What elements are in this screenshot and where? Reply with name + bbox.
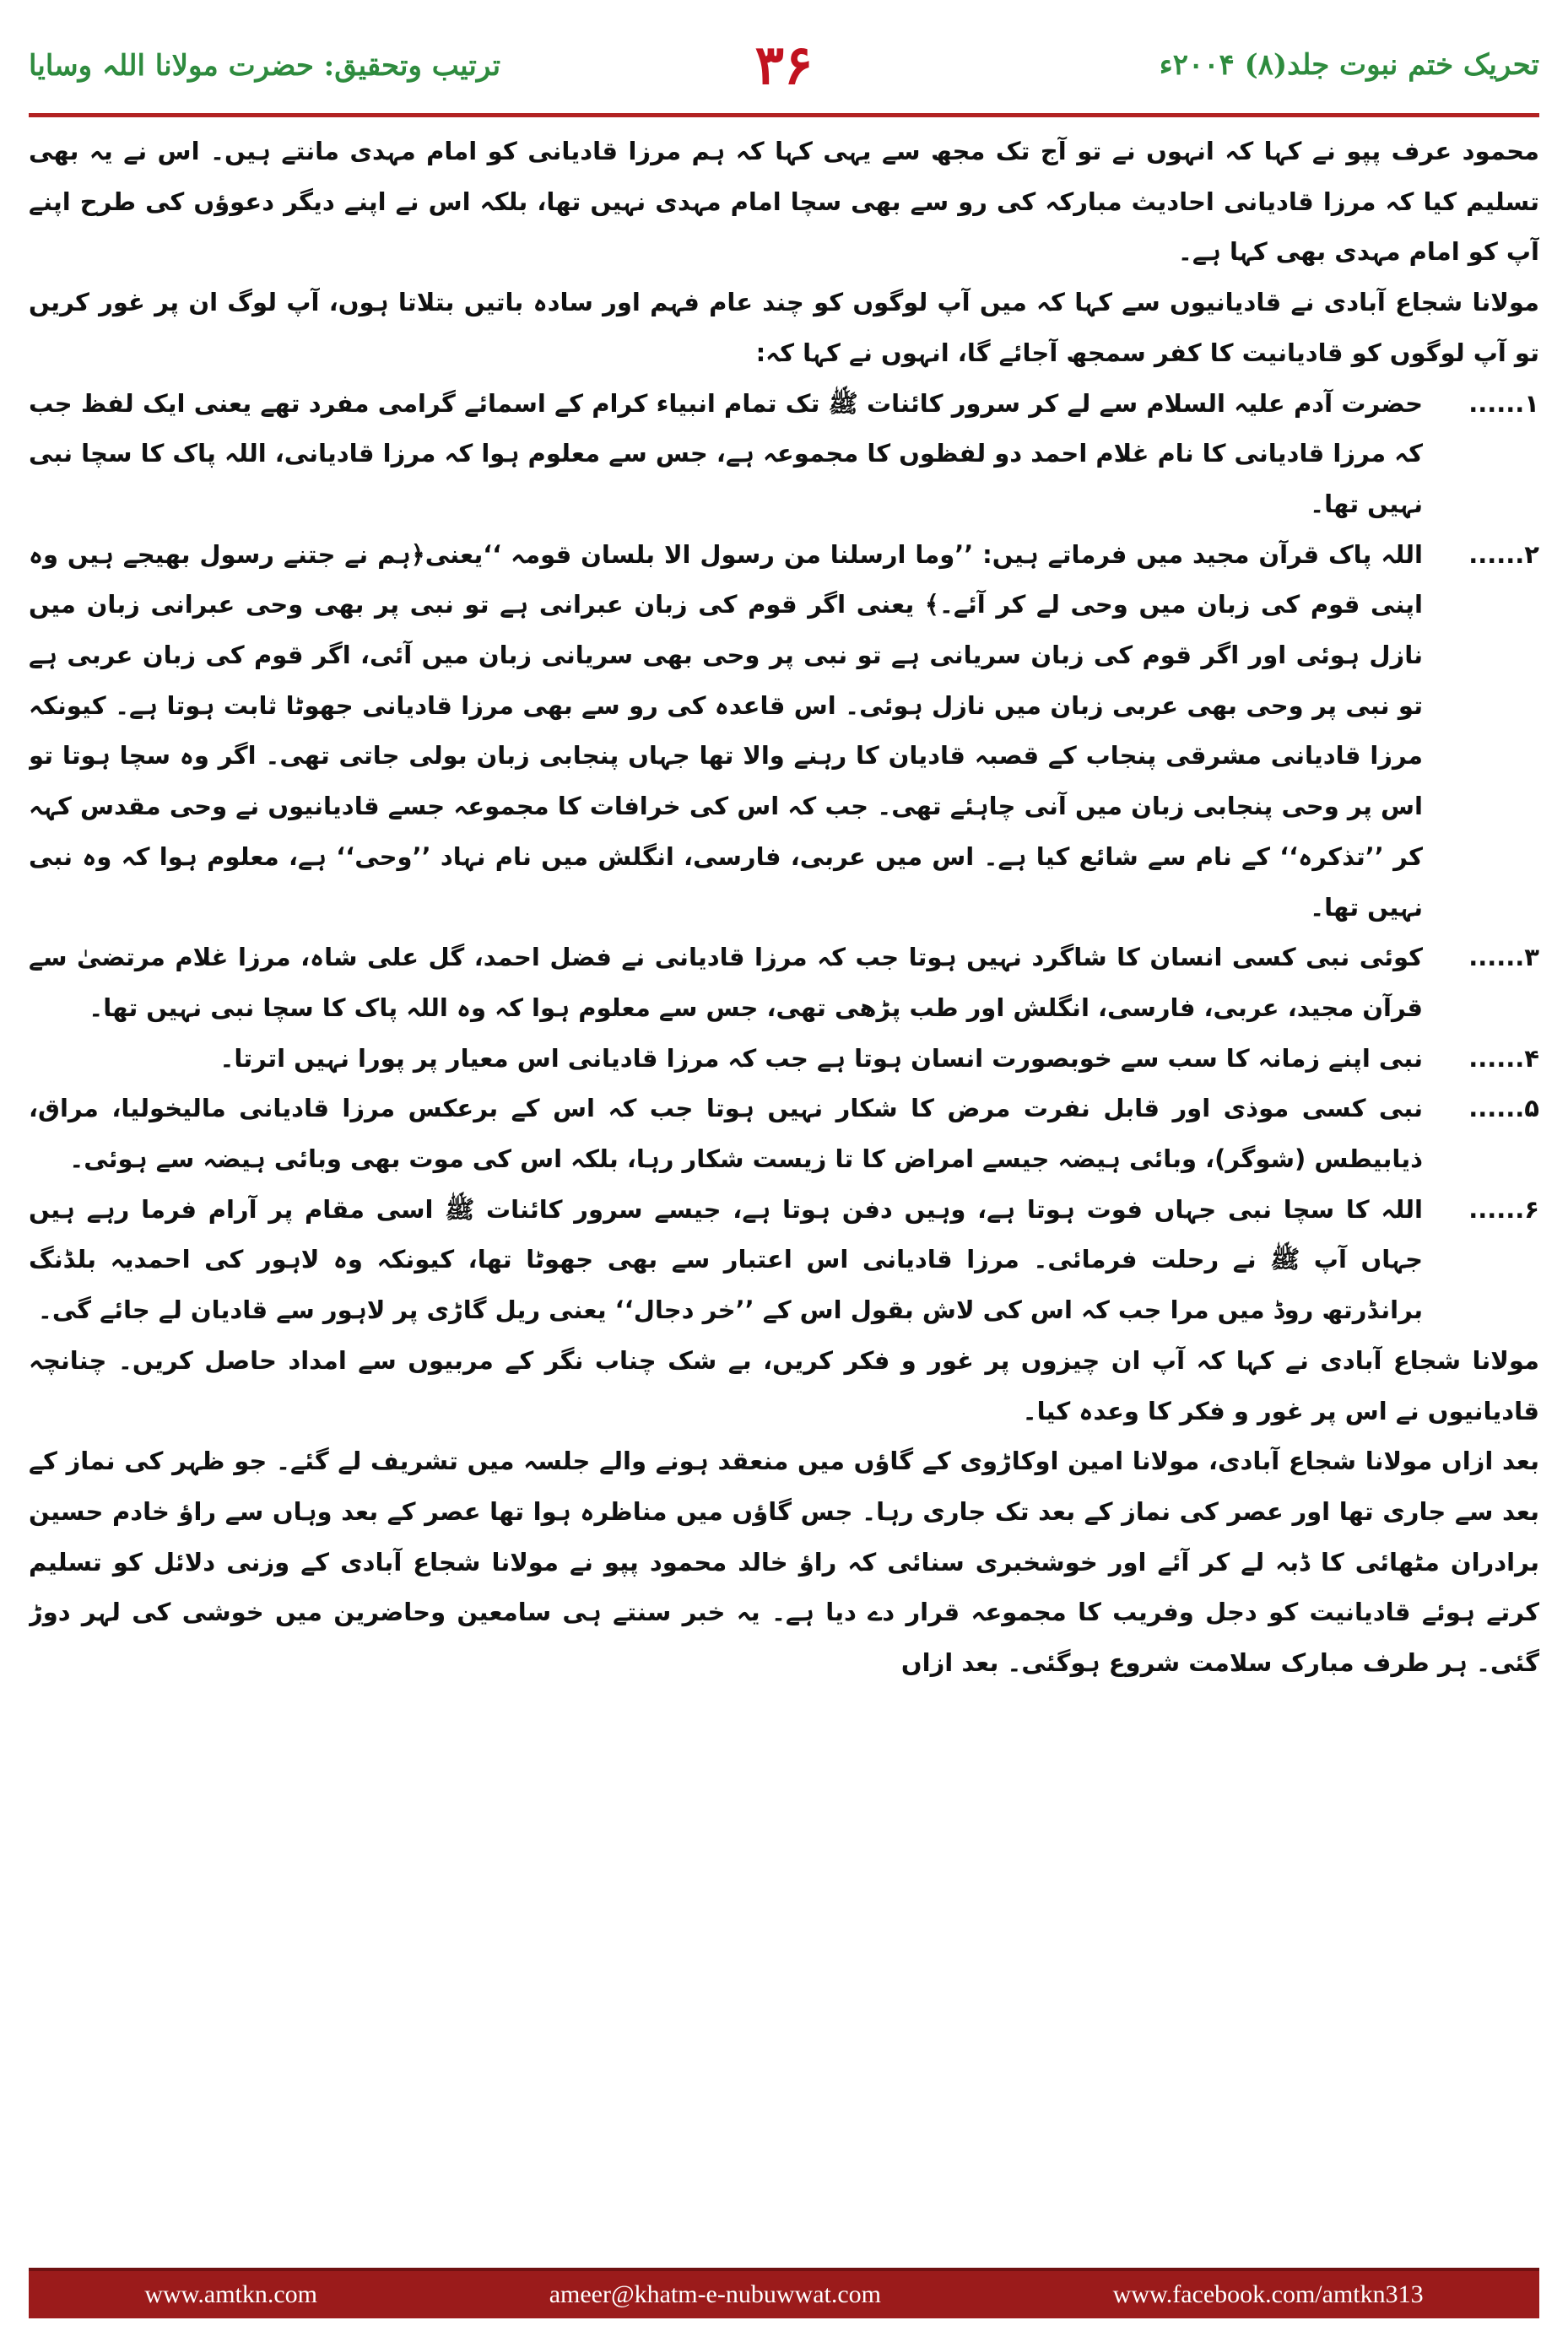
- list-item-number: ۱......: [1468, 388, 1539, 418]
- list-item-number: ۲......: [1468, 539, 1539, 569]
- paragraph: مولانا شجاع آبادی نے قادیانیوں سے کہا کہ میں آپ لوگوں کو چند عام فہم اور سادہ باتیں بتلاتا ہوں، آپ لوگ ان پر غور کریں تو آپ لوگوں کو قادیانیت کا کفر سمجھ آجائے گا، انہوں نے کہا کہ:: [29, 288, 1539, 367]
- list-item: [29, 1084, 1539, 1184]
- list-item-text: اللہ پاک قرآن مجید میں فرماتے ہیں: ’’وما ارسلنا من رسول الا بلسان قومہ ‘‘یعنی﴿ہم نے جتنے رسول بھیجے ہیں وہ اپنی قوم کی زبان میں وحی لے کر آئے۔﴾ یعنی اگر قوم کی زبان عبرانی ہے تو نبی پر بھی وحی عبرانی زبان میں نازل ہوئی اور اگر قوم کی زبان سریانی ہے تو نبی پر وحی بھی سریانی زبان میں آئی، اگر قوم کی زبان عربی ہے تو نبی پر وحی بھی عربی زبان میں نازل ہوئی۔ اس قاعدہ کی رو سے بھی مرزا قادیانی جھوٹا ثابت ہوتا ہے۔ کیونکہ مرزا قادیانی مشرقی پنجاب کے قصبہ قادیان کا رہنے والا تھا جہاں پنجابی زبان بولی جاتی تھی۔ اگر وہ سچا ہوتا تو اس پر وحی پنجابی زبان میں آنی چاہئے تھی۔ جب کہ اس کی خرافات کا مجموعہ جسے قادیانیوں نے وحی مقدس کہہ کر ’’تذکرہ‘‘ کے نام سے شائع کیا ہے۔ اس میں عربی، فارسی، انگلش میں نام نہاد ’’وحی‘‘ ہے، معلوم ہوا کہ وہ نبی نہیں تھا۔: [29, 539, 1423, 922]
- list-item: [29, 530, 1539, 933]
- compiler-credit: ترتیب وتحقیق: حضرت مولانا اللہ وسایا: [29, 48, 501, 83]
- list-item-text: نبی کسی موذی اور قابل نفرت مرض کا شکار نہیں ہوتا جب کہ اس کے برعکس مرزا قادیانی مالیخولیا، مراق، ذیابیطس (شوگر)، وبائی ہیضہ جیسے امراض کا تا زیست شکار رہا، بلکہ اس کی موت بھی وبائی ہیضہ سے ہوئی۔: [29, 1094, 1423, 1174]
- page-number: ۳۶: [754, 33, 814, 97]
- book-title: تحریک ختم نبوت جلد(۸) ۲۰۰۴ء: [1159, 48, 1539, 82]
- paragraph: مولانا شجاع آبادی نے کہا کہ آپ ان چیزوں پر غور و فکر کریں، بے شک چناب نگر کے مربیوں سے امداد حاصل کریں۔ چنانچہ قادیانیوں نے اس پر غور و فکر کا وعدہ کیا۔: [29, 1345, 1539, 1425]
- list-item-number: ۴......: [1468, 1043, 1539, 1073]
- list-item-text: اللہ کا سچا نبی جہاں فوت ہوتا ہے، وہیں دفن ہوتا ہے، جیسے سرور کائنات ﷺ اسی مقام پر آرام فرما رہے ہیں جہاں آپ ﷺ نے رحلت فرمائی۔ مرزا قادیانی اس اعتبار سے بھی جھوٹا تھا، کیونکہ وہ لاہور کی احمدیہ بلڈنگ برانڈرتھ روڈ میں مرا جب کہ اس کی لاش بقول اس کے ’’خر دجال‘‘ یعنی ریل گاڑی پر لاہور سے قادیان لے جائے گی۔: [29, 1194, 1423, 1325]
- list-item: [29, 1185, 1539, 1336]
- list-item-number: ۳......: [1468, 943, 1539, 972]
- list-item-number: ۵......: [1468, 1094, 1539, 1123]
- header-divider: [29, 113, 1539, 117]
- page-footer: [29, 2268, 1539, 2318]
- list-item-text: کوئی نبی کسی انسان کا شاگرد نہیں ہوتا جب کہ مرزا قادیانی نے فضل احمد، گل علی شاہ، مرزا غلام مرتضیٰ سے قرآن مجید، عربی، فارسی، انگلش اور طب پڑھی تھی، جس سے معلوم ہوا کہ وہ اللہ پاک کا سچا نبی نہیں تھا۔: [29, 943, 1423, 1022]
- list-item: [29, 1034, 1539, 1084]
- list-item: [29, 933, 1539, 1033]
- page-body: [29, 127, 1539, 2215]
- list-item-text: حضرت آدم علیہ السلام سے لے کر سرور کائنات ﷺ تک تمام انبیاء کرام کے اسمائے گرامی مفرد تھے یعنی ایک لفظ جب کہ مرزا قادیانی کا نام غلام احمد دو لفظوں کا مجموعہ ہے، جس سے معلوم ہوا کہ مرزا قادیانی، اللہ پاک کا سچا نبی نہیں تھا۔: [29, 388, 1423, 518]
- list-item-text: نبی اپنے زمانہ کا سب سے خوبصورت انسان ہوتا ہے جب کہ مرزا قادیانی اس معیار پر پورا نہیں اترتا۔: [219, 1043, 1423, 1073]
- footer-facebook-link[interactable]: www.facebook.com/amtkn313: [1112, 2280, 1424, 2308]
- list-item: [29, 379, 1539, 530]
- paragraph: بعد ازاں مولانا شجاع آبادی، مولانا امین اوکاڑوی کے گاؤں میں منعقد ہونے والے جلسہ میں تشریف لے گئے۔ جو ظہر کی نماز کے بعد سے جاری تھا اور عصر کی نماز کے بعد تک جاری رہا۔ جس گاؤں میں مناظرہ ہوا تھا عصر کے بعد وہاں سے راؤ خادم حسین برادران مٹھائی کا ڈبہ لے کر آئے اور خوشخبری سنائی کہ راؤ خالد محمود پپو نے مولانا شجاع آبادی کے وزنی دلائل کو تسلیم کرتے ہوئے قادیانیت کو دجل وفریب کا مجموعہ قرار دے دیا ہے۔ یہ خبر سنتے ہی سامعین وحاضرین میں خوشی کی لہر دوڑ گئی۔ ہر طرف مبارک سلامت شروع ہوگئی۔ بعد ازاں: [29, 1447, 1539, 1678]
- page-header: [29, 19, 1539, 111]
- list-item-number: ۶......: [1468, 1194, 1539, 1224]
- footer-email-link[interactable]: ameer@khatm-e-nubuwwat.com: [549, 2280, 881, 2308]
- footer-website-link[interactable]: www.amtkn.com: [144, 2280, 318, 2308]
- paragraph: محمود عرف پپو نے کہا کہ انہوں نے تو آج تک مجھ سے یہی کہا کہ ہم مرزا قادیانی کو امام مہدی مانتے ہیں۔ اس نے یہ بھی تسلیم کیا کہ مرزا قادیانی احادیث مبارکہ کی رو سے بھی سچا امام مہدی نہیں تھا، بلکہ اس نے اپنے دیگر دعوؤں کی طرح اپنے آپ کو امام مہدی بھی کہا ہے۔: [29, 137, 1539, 267]
